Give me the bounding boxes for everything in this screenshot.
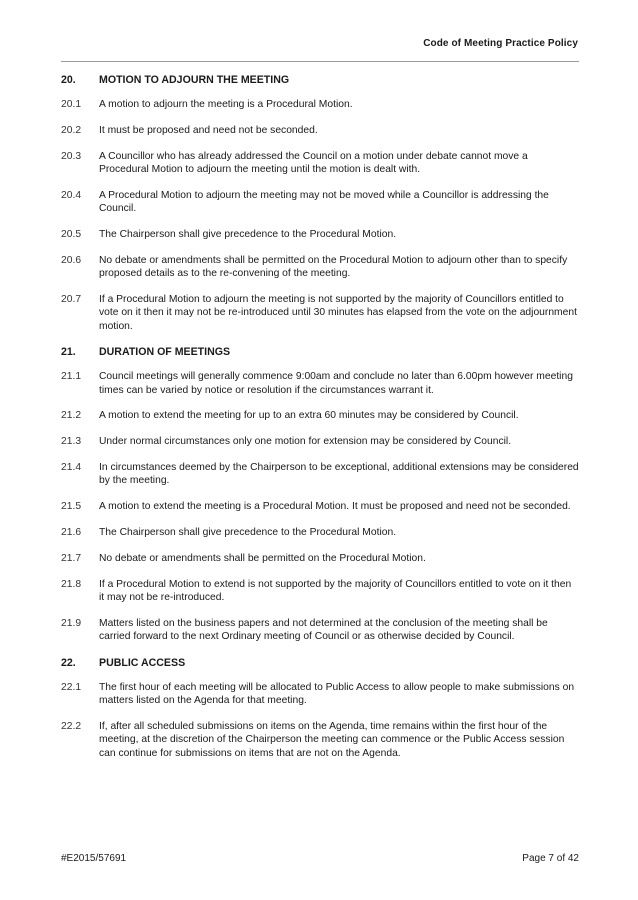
section-number: 20. <box>61 74 76 86</box>
clause-text: If a Procedural Motion to adjourn the meeting is not supported by the majority of Councillors entitled to vote on it then it may not be re-introduced until 30 minutes has elapsed from the vote on the adjournment motion. <box>99 294 577 332</box>
clause-number: 21.1 <box>61 371 82 383</box>
section-title: MOTION TO ADJOURN THE MEETING <box>99 74 290 86</box>
page-number: Page 7 of 42 <box>522 853 579 864</box>
section-number: 21. <box>61 346 76 359</box>
document-body <box>61 73 579 760</box>
clause-item <box>61 435 579 448</box>
clause-text: The Chairperson shall give precedence to the Procedural Motion. <box>99 527 397 539</box>
clause-text: If, after all scheduled submissions on items on the Agenda, time remains within the first hour of the meeting, at the discretion of the Chairperson the meeting can commence or the Public Access session can continue for submissions on items that are not on the Agenda. <box>99 720 565 759</box>
clause-number: 21.7 <box>61 552 82 564</box>
clause-text: A Councillor who has already addressed the Council on a motion under debate cannot move a Procedural Motion to adjourn the meeting until the motion is dealt with. <box>99 150 528 175</box>
clause-text: No debate or amendments shall be permitted on the Procedural Motion. <box>99 552 426 564</box>
clause-item <box>61 98 579 111</box>
clause-number: 21.5 <box>61 501 82 513</box>
clause-text: A motion to extend the meeting for up to an extra 60 minutes may be considered by Council. <box>99 410 519 422</box>
clause-number: 20.1 <box>61 99 82 110</box>
clause-text: The first hour of each meeting will be allocated to Public Access to allow people to make submissions on matters listed on the Agenda for that meeting. <box>99 681 575 707</box>
section-title: PUBLIC ACCESS <box>99 656 186 669</box>
clause-item <box>61 293 579 333</box>
clause-number: 21.8 <box>61 578 82 590</box>
section-heading <box>61 656 579 670</box>
clause-number: 21.6 <box>61 527 82 539</box>
clause-text: Council meetings will generally commence 9:00am and conclude no later than 6.00pm however meeting times can be varied by notice or resolution if the circumstances warrant it. <box>99 371 573 396</box>
clause-text: The Chairperson shall give precedence to the Procedural Motion. <box>99 229 397 240</box>
clause-text: In circumstances deemed by the Chairperson to be exceptional, additional extensions may be considered by the meeting. <box>99 462 579 487</box>
clause-item <box>61 500 579 513</box>
clause-number: 21.9 <box>61 617 82 629</box>
clause-item <box>61 461 579 488</box>
clause-text: A motion to adjourn the meeting is a Procedural Motion. <box>99 99 353 110</box>
clause-number: 22.1 <box>61 681 82 693</box>
header-divider <box>61 61 579 62</box>
section-heading <box>61 73 579 87</box>
clause-number: 21.3 <box>61 436 82 448</box>
clause-text: If a Procedural Motion to extend is not supported by the majority of Councillors entitled to vote on it then it may not be re-introduced. <box>99 578 572 604</box>
clause-number: 20.3 <box>61 150 82 162</box>
section-heading <box>61 345 579 359</box>
clause-item <box>61 370 579 397</box>
clause-item <box>61 720 579 760</box>
clause-item <box>61 578 579 605</box>
clause-number: 20.2 <box>61 124 82 136</box>
clause-number: 20.4 <box>61 189 82 201</box>
clause-number: 20.6 <box>61 254 82 266</box>
clause-item <box>61 617 579 644</box>
policy-section <box>61 656 579 760</box>
policy-section <box>61 73 579 333</box>
clause-text: It must be proposed and need not be seconded. <box>99 124 318 136</box>
document-reference: #E2015/57691 <box>61 853 127 864</box>
policy-section <box>61 345 579 643</box>
clause-number: 20.5 <box>61 229 82 240</box>
clause-text: Under normal circumstances only one motion for extension may be considered by Council. <box>99 436 512 448</box>
document-footer <box>61 853 579 864</box>
clause-item <box>61 681 579 708</box>
clause-text: A Procedural Motion to adjourn the meeting may not be moved while a Councillor is addressing the Council. <box>99 189 549 215</box>
clause-item <box>61 228 579 241</box>
clause-item <box>61 409 579 422</box>
clause-number: 21.2 <box>61 410 82 422</box>
clause-number: 20.7 <box>61 294 82 305</box>
clause-text: Matters listed on the business papers and not determined at the conclusion of the meeting shall be carried forward to the next Ordinary meeting of Council or as otherwise decided by Council. <box>99 617 548 643</box>
section-title: DURATION OF MEETINGS <box>99 346 231 359</box>
clause-item <box>61 254 579 281</box>
clause-item <box>61 150 579 177</box>
clause-item <box>61 552 579 565</box>
section-number: 22. <box>61 656 76 669</box>
clause-item <box>61 526 579 539</box>
clause-text: A motion to extend the meeting is a Procedural Motion. It must be proposed and need not be seconded. <box>99 501 571 513</box>
clause-number: 22.2 <box>61 720 82 732</box>
clause-text: No debate or amendments shall be permitted on the Procedural Motion to adjourn other than to specify proposed details as to the re-convening of the meeting. <box>99 254 568 280</box>
clause-item <box>61 124 579 137</box>
clause-item <box>61 189 579 216</box>
clause-number: 21.4 <box>61 462 82 474</box>
document-header-title: Code of Meeting Practice Policy <box>423 38 578 49</box>
